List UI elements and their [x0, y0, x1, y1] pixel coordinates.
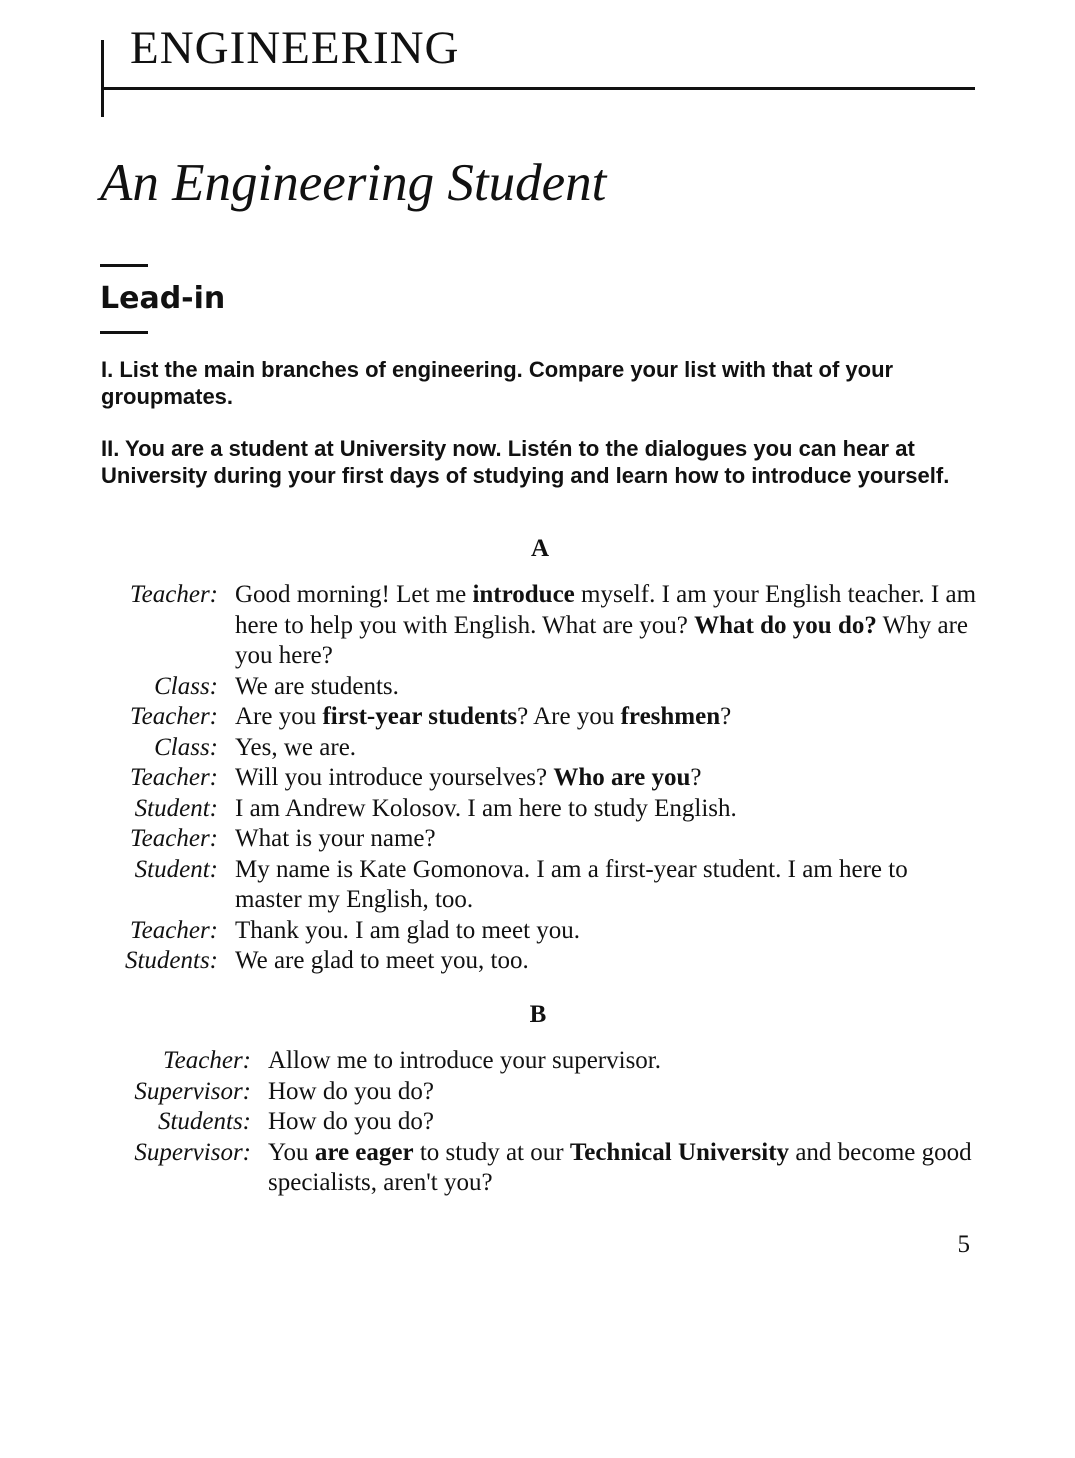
speaker-label: Teacher:: [130, 703, 218, 730]
key-phrase: are eager: [314, 1138, 414, 1166]
speaker-label: Teacher:: [130, 825, 218, 852]
speech-fragment: How do you do?: [268, 1108, 434, 1135]
speech-text: [235, 946, 980, 977]
speech-text: [235, 763, 980, 794]
speech-fragment: What is your name?: [235, 825, 436, 852]
dialogue-line: [0, 672, 1075, 703]
dialogue-b: [0, 1046, 1075, 1199]
dialogue-line: [0, 916, 1075, 947]
dialogue-line: [0, 794, 1075, 825]
speech-fragment: ? Are you: [517, 703, 621, 730]
dialogue-line: [0, 1046, 1075, 1077]
speech-text: [235, 580, 980, 672]
speech-text: [235, 824, 980, 855]
key-phrase: first-year students: [322, 703, 518, 730]
speech-fragment: and become good specialists, aren't you?: [268, 1138, 972, 1196]
dialogue-line: [0, 1138, 1075, 1199]
speech-fragment: We are students.: [235, 672, 399, 700]
dialogue-line: [0, 946, 1075, 977]
speech-fragment: Yes, we are.: [235, 733, 357, 761]
speaker-label: Class:: [154, 672, 218, 700]
speaker-label: Supervisor:: [134, 1138, 251, 1166]
chapter-title: ENGINEERING: [130, 22, 460, 74]
key-phrase: introduce: [472, 581, 575, 608]
speech-fragment: Thank you. I am glad to meet you.: [235, 916, 581, 944]
speech-text: [235, 916, 980, 947]
dialogue-line: [0, 733, 1075, 764]
speech-fragment: I am Andrew Kolosov. I am here to study English.: [235, 794, 737, 822]
dialogue-a: [0, 580, 1075, 977]
speech-text: [268, 1046, 978, 1077]
speech-fragment: Why are you here?: [235, 611, 969, 669]
key-phrase: Who are you: [553, 764, 691, 791]
speech-fragment: myself. I am your English teacher. I am here to help you with English. What are you?: [235, 581, 977, 639]
section-heading: Lead-in: [100, 281, 226, 316]
speech-text: [235, 733, 980, 764]
header-vertical-bar: [101, 40, 104, 117]
speaker-label: Teacher:: [163, 1047, 251, 1074]
speech-fragment: My name is Kate Gomonova. I am a first-year student. I am here to master my English, too.: [235, 855, 908, 913]
dialogue-line: [0, 855, 1075, 916]
dialogue-line: [0, 763, 1075, 794]
speech-text: [268, 1107, 978, 1138]
speaker-label: Students:: [157, 1108, 251, 1135]
speech-fragment: You: [268, 1138, 315, 1166]
speaker-label: Students:: [124, 947, 218, 974]
dialogue-b-label: B: [529, 1001, 547, 1028]
speech-fragment: ?: [720, 703, 732, 730]
speaker-label: Supervisor:: [134, 1077, 251, 1105]
speech-fragment: Are you: [235, 703, 323, 730]
speech-fragment: We are glad to meet you, too.: [235, 947, 529, 974]
speaker-label: Teacher:: [130, 916, 218, 944]
speech-fragment: Good morning! Let me: [235, 581, 473, 608]
key-phrase: Technical University: [569, 1138, 790, 1166]
dialogue-line: [0, 702, 1075, 733]
key-phrase: freshmen: [620, 703, 721, 730]
speech-text: [235, 855, 980, 916]
page-title: An Engineering Student: [100, 154, 607, 212]
speaker-label: Student:: [134, 794, 218, 822]
key-phrase: What do you do?: [694, 611, 877, 639]
task-instruction-2: II. You are a student at University now. Listén to the dialogues you can hear at University during your first days of studying and learn how to introduce yourself.: [101, 436, 950, 488]
speech-fragment: Will you introduce yourselves?: [235, 764, 554, 791]
speaker-label: Class:: [154, 733, 218, 761]
dialogue-line: [0, 580, 1075, 672]
dialogue-line: [0, 1077, 1075, 1108]
speaker-label: Student:: [134, 855, 218, 883]
speech-text: [268, 1077, 978, 1108]
section-dash-bottom: [100, 331, 148, 334]
speech-text: [235, 794, 980, 825]
header-rule: [101, 87, 975, 90]
speech-text: [268, 1138, 978, 1199]
speech-text: [235, 672, 980, 703]
speech-fragment: to study at our: [413, 1138, 570, 1166]
speech-fragment: Allow me to introduce your supervisor.: [268, 1047, 661, 1074]
dialogue-line: [0, 824, 1075, 855]
speech-fragment: How do you do?: [268, 1077, 434, 1105]
page-number: 5: [957, 1231, 970, 1258]
section-dash-top: [100, 264, 148, 267]
speech-text: [235, 702, 980, 733]
speech-fragment: ?: [690, 764, 702, 791]
task-instruction-1: I. List the main branches of engineering. Compare your list with that of your groupmates.: [101, 357, 894, 409]
dialogue-a-label: A: [530, 535, 550, 562]
speaker-label: Teacher:: [130, 764, 218, 791]
dialogue-line: [0, 1107, 1075, 1138]
speaker-label: Teacher:: [130, 581, 218, 608]
